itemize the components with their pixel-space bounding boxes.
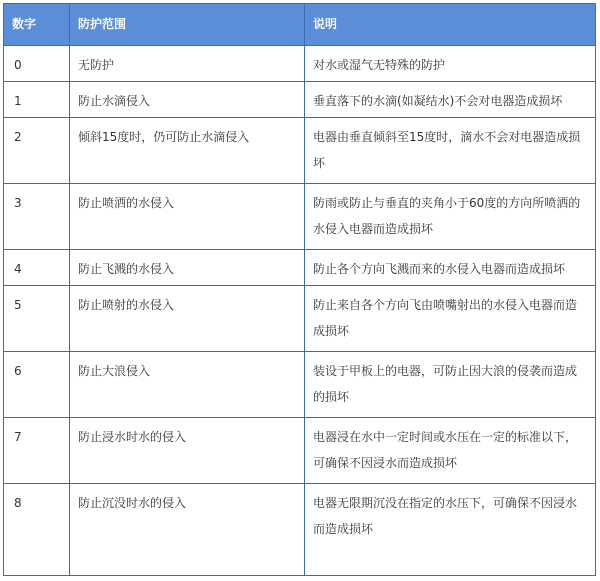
row-number: 6 bbox=[4, 352, 70, 418]
table-row bbox=[4, 184, 596, 250]
row-scope: 防止喷射的水侵入 bbox=[70, 286, 305, 352]
header-description: 说明 bbox=[305, 4, 596, 46]
row-number: 1 bbox=[4, 82, 70, 118]
table-row bbox=[4, 352, 596, 418]
header-number: 数字 bbox=[4, 4, 70, 46]
row-scope: 无防护 bbox=[70, 46, 305, 82]
header-protection-scope: 防护范围 bbox=[70, 4, 305, 46]
row-scope: 倾斜15度时，仍可防止水滴侵入 bbox=[70, 118, 305, 184]
table-row bbox=[4, 250, 596, 286]
row-description: 电器由垂直倾斜至15度时，滴水不会对电器造成损坏 bbox=[305, 118, 596, 184]
row-description: 装设于甲板上的电器，可防止因大浪的侵袭而造成的损坏 bbox=[305, 352, 596, 418]
table-row bbox=[4, 118, 596, 184]
row-description: 对水或湿气无特殊的防护 bbox=[305, 46, 596, 82]
ip-rating-table bbox=[3, 3, 596, 576]
row-description: 防雨或防止与垂直的夹角小于60度的方向所喷洒的水侵入电器而造成损坏 bbox=[305, 184, 596, 250]
row-number: 5 bbox=[4, 286, 70, 352]
row-scope: 防止浸水时水的侵入 bbox=[70, 418, 305, 484]
row-description: 电器无限期沉没在指定的水压下，可确保不因浸水而造成损坏 bbox=[305, 484, 596, 576]
row-number: 4 bbox=[4, 250, 70, 286]
row-scope: 防止喷洒的水侵入 bbox=[70, 184, 305, 250]
row-number: 3 bbox=[4, 184, 70, 250]
row-scope: 防止大浪侵入 bbox=[70, 352, 305, 418]
row-number: 0 bbox=[4, 46, 70, 82]
row-description: 电器浸在水中一定时间或水压在一定的标准以下，可确保不因浸水而造成损坏 bbox=[305, 418, 596, 484]
row-description: 垂直落下的水滴(如凝结水)不会对电器造成损坏 bbox=[305, 82, 596, 118]
row-description: 防止来自各个方向飞由喷嘴射出的水侵入电器而造成损坏 bbox=[305, 286, 596, 352]
ip-rating-table-container bbox=[3, 3, 595, 577]
row-number: 2 bbox=[4, 118, 70, 184]
row-description: 防止各个方向飞溅而来的水侵入电器而造成损坏 bbox=[305, 250, 596, 286]
row-scope: 防止沉没时水的侵入 bbox=[70, 484, 305, 576]
row-scope: 防止飞溅的水侵入 bbox=[70, 250, 305, 286]
table-header-row bbox=[4, 4, 596, 46]
table-row bbox=[4, 286, 596, 352]
row-number: 8 bbox=[4, 484, 70, 576]
table-row bbox=[4, 82, 596, 118]
row-number: 7 bbox=[4, 418, 70, 484]
row-scope: 防止水滴侵入 bbox=[70, 82, 305, 118]
table-row bbox=[4, 46, 596, 82]
table-row bbox=[4, 484, 596, 576]
table-row bbox=[4, 418, 596, 484]
